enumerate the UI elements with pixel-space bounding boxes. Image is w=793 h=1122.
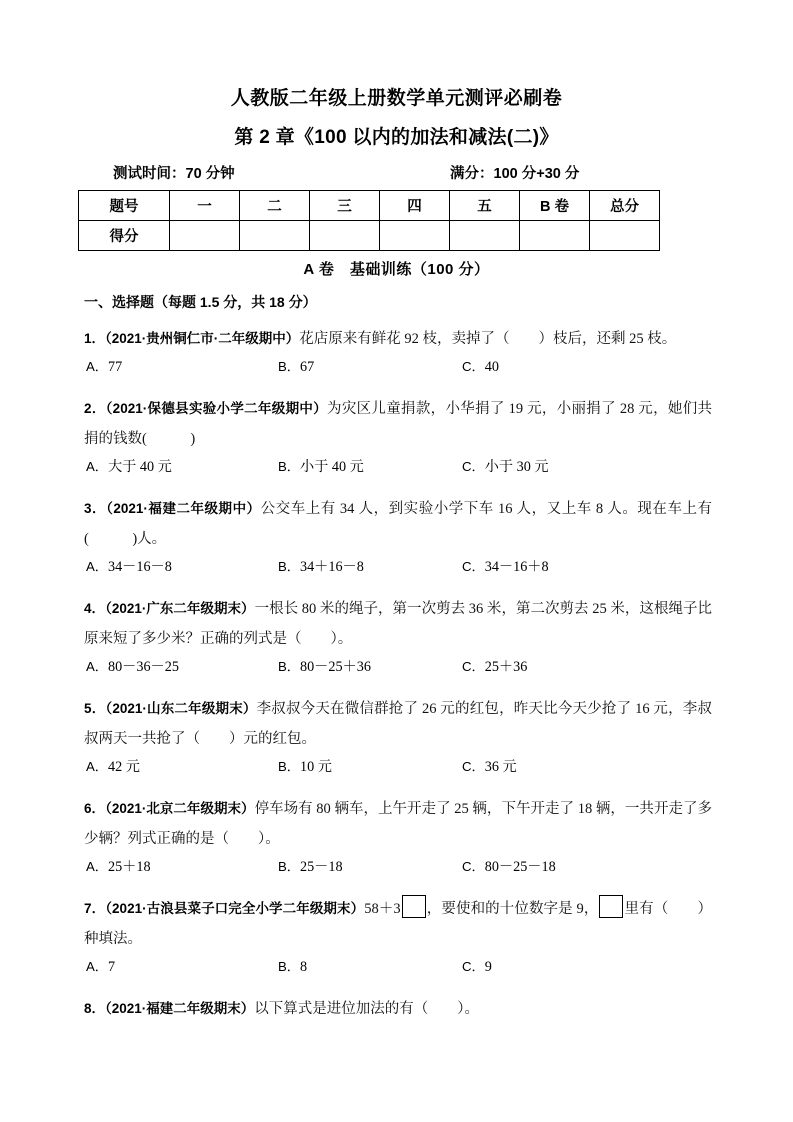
question-text: 为灾区儿童捐款，小华捐了 19 元，小丽捐了 28 元，她们共捐的钱数( ) — [84, 401, 712, 447]
option-a-key: A． — [86, 559, 108, 574]
option-a-key: A． — [86, 459, 108, 474]
question-text-after-box: 里有（ ）种填法。 — [84, 901, 713, 947]
score-cell-4[interactable] — [380, 221, 450, 251]
column-header-1: 一 — [170, 191, 240, 221]
question-source: （2021·广东二年级期末） — [105, 601, 255, 616]
option-c-value: 小于 30 元 — [484, 459, 549, 475]
option-b[interactable] — [278, 456, 364, 476]
option-a-value: 77 — [107, 359, 123, 375]
question-text: 李叔叔今天在微信群抢了 26 元的红包，昨天比今天少抢了 16 元，李叔叔两天一共抢了（ ）元的红包。 — [84, 701, 712, 747]
option-a-value: 25＋18 — [107, 859, 151, 875]
option-c-value: 25＋36 — [484, 659, 528, 675]
option-c-key: C． — [462, 559, 485, 574]
option-b-key: B． — [278, 359, 300, 374]
question-stem — [84, 994, 712, 1024]
fill-in-box-2[interactable] — [599, 895, 623, 918]
option-c-value: 80－25－18 — [484, 859, 556, 875]
option-c[interactable] — [462, 556, 549, 576]
option-b-key: B． — [278, 459, 300, 474]
question-source: （2021·福建二年级期末） — [105, 1001, 255, 1016]
question-number: 7． — [84, 901, 106, 916]
option-a-key: A． — [86, 759, 108, 774]
option-c[interactable] — [462, 756, 517, 776]
option-group — [84, 556, 712, 586]
score-cell-total[interactable] — [590, 221, 660, 251]
question-item — [84, 994, 712, 1024]
option-b-key: B． — [278, 759, 300, 774]
table-row-score — [79, 221, 660, 251]
question-text: 花店原来有鲜花 92 枝，卖掉了（ ）枝后，还剩 25 枝。 — [299, 331, 677, 347]
option-c-key: C． — [462, 359, 485, 374]
question-source: （2021·贵州铜仁市·二年级期中） — [105, 331, 300, 346]
option-a-key: A． — [86, 859, 108, 874]
question-text: 公交车上有 34 人，到实验小学下车 16 人，又上车 8 人。现在车上有( )人。 — [84, 501, 713, 547]
option-b-value: 10 元 — [299, 759, 332, 775]
option-group — [84, 756, 712, 786]
question-number: 5． — [84, 701, 106, 716]
option-a[interactable] — [86, 756, 140, 776]
question-text: 以下算式是进位加法的有（ ）。 — [254, 1001, 480, 1017]
option-b[interactable] — [278, 956, 307, 976]
option-b-key: B． — [278, 859, 300, 874]
question-item — [84, 694, 712, 786]
page-title: 人教版二年级上册数学单元测评必刷卷 — [230, 88, 563, 109]
option-b-value: 34＋16－8 — [299, 559, 364, 575]
column-header-5: 五 — [450, 191, 520, 221]
question-number: 8． — [84, 1001, 106, 1016]
option-a-key: A． — [86, 359, 108, 374]
score-cell-2[interactable] — [240, 221, 310, 251]
option-b-key: B． — [278, 959, 300, 974]
score-cell-1[interactable] — [170, 221, 240, 251]
question-source: （2021·福建二年级期中） — [106, 501, 261, 516]
test-time-label: 测试时间：70 分钟 — [113, 166, 235, 182]
question-item — [84, 894, 712, 986]
question-stem — [84, 394, 712, 454]
option-c[interactable] — [462, 356, 499, 376]
option-b-value: 小于 40 元 — [299, 459, 364, 475]
option-b-value: 80－25＋36 — [299, 659, 371, 675]
option-b[interactable] — [278, 856, 343, 876]
row-label-score: 得分 — [79, 221, 170, 251]
option-a[interactable] — [86, 456, 172, 476]
exam-meta — [113, 162, 693, 183]
option-b[interactable] — [278, 656, 371, 676]
question-text-before-box: 58＋3 — [364, 901, 401, 917]
option-a-value: 大于 40 元 — [107, 459, 172, 475]
option-b-key: B． — [278, 659, 300, 674]
option-group — [84, 656, 712, 686]
option-c-value: 40 — [484, 359, 499, 375]
option-c-value: 36 元 — [484, 759, 517, 775]
score-table — [78, 190, 660, 251]
option-b-key: B． — [278, 559, 300, 574]
option-b[interactable] — [278, 356, 314, 376]
question-source: （2021·山东二年级期末） — [105, 701, 257, 716]
question-text-between-boxes: ，要使和的十位数字是 9， — [426, 901, 599, 917]
option-c-key: C． — [462, 659, 485, 674]
column-header-3: 三 — [310, 191, 380, 221]
question-number: 2． — [84, 401, 106, 416]
question-item — [84, 594, 712, 686]
option-c[interactable] — [462, 456, 549, 476]
question-item — [84, 794, 712, 886]
column-header-2: 二 — [240, 191, 310, 221]
option-group — [84, 856, 712, 886]
question-text: 一根长 80 米的绳子，第一次剪去 36 米，第二次剪去 25 米，这根绳子比原来短了多少米？正确的列式是（ ）。 — [84, 601, 713, 647]
score-cell-b-paper[interactable] — [520, 221, 590, 251]
column-header-b-paper: B 卷 — [520, 191, 590, 221]
option-c-key: C． — [462, 459, 485, 474]
full-score-label: 满分：100 分+30 分 — [450, 166, 580, 182]
option-c-key: C． — [462, 959, 485, 974]
option-a[interactable] — [86, 656, 179, 676]
option-b-value: 25－18 — [299, 859, 343, 875]
paper-section-heading: A 卷 基础训练（100 分） — [303, 261, 490, 278]
option-c[interactable] — [462, 956, 492, 976]
option-a-key: A． — [86, 659, 108, 674]
option-a-key: A． — [86, 959, 108, 974]
question-stem — [84, 594, 712, 654]
question-text: 停车场有 80 辆车，上午开走了 25 辆，下午开走了 18 辆，一共开走了多少辆？列式正确的是（ ）。 — [84, 801, 713, 847]
score-cell-5[interactable] — [450, 221, 520, 251]
fill-in-box-1[interactable] — [402, 895, 426, 918]
question-item — [84, 394, 712, 486]
option-a-value: 7 — [107, 959, 116, 975]
question-item — [84, 494, 712, 586]
question-source: （2021·保德县实验小学二年级期中） — [105, 401, 328, 416]
question-number: 6． — [84, 801, 106, 816]
question-stem — [84, 794, 712, 854]
option-b-value: 67 — [299, 359, 315, 375]
option-group — [84, 456, 712, 486]
table-row-header — [79, 191, 660, 221]
question-stem — [84, 324, 712, 354]
question-list — [84, 324, 712, 1032]
option-a[interactable] — [86, 556, 172, 576]
option-c-value: 9 — [484, 959, 492, 975]
question-number: 4． — [84, 601, 106, 616]
question-stem — [84, 894, 712, 954]
option-c-value: 34－16＋8 — [484, 559, 549, 575]
question-stem — [84, 694, 712, 754]
option-a[interactable] — [86, 356, 122, 376]
option-b[interactable] — [278, 756, 332, 776]
question-item — [84, 324, 712, 386]
option-c-key: C． — [462, 759, 485, 774]
option-a[interactable] — [86, 956, 115, 976]
option-a-value: 80－36－25 — [107, 659, 179, 675]
option-a-value: 42 元 — [107, 759, 140, 775]
option-group — [84, 956, 712, 986]
option-c[interactable] — [462, 856, 556, 876]
question-number: 3． — [84, 501, 107, 516]
option-a-value: 34－16－8 — [107, 559, 172, 575]
question-source: （2021·古浪县菜子口完全小学二年级期末） — [105, 901, 365, 916]
question-stem — [84, 494, 712, 554]
option-b-value: 8 — [299, 959, 308, 975]
score-cell-3[interactable] — [310, 221, 380, 251]
option-c-key: C． — [462, 859, 485, 874]
question-number: 1． — [84, 331, 106, 346]
row-label-question-number: 题号 — [79, 191, 170, 221]
column-header-total: 总分 — [590, 191, 660, 221]
question-source: （2021·北京二年级期末） — [105, 801, 255, 816]
option-c[interactable] — [462, 656, 527, 676]
column-header-4: 四 — [380, 191, 450, 221]
option-b[interactable] — [278, 556, 364, 576]
option-a[interactable] — [86, 856, 151, 876]
option-group — [84, 356, 712, 386]
page-subtitle: 第 2 章《100 以内的加法和减法(二)》 — [234, 127, 559, 148]
section-heading-multiple-choice: 一、选择题（每题 1.5 分，共 18 分） — [84, 294, 317, 310]
